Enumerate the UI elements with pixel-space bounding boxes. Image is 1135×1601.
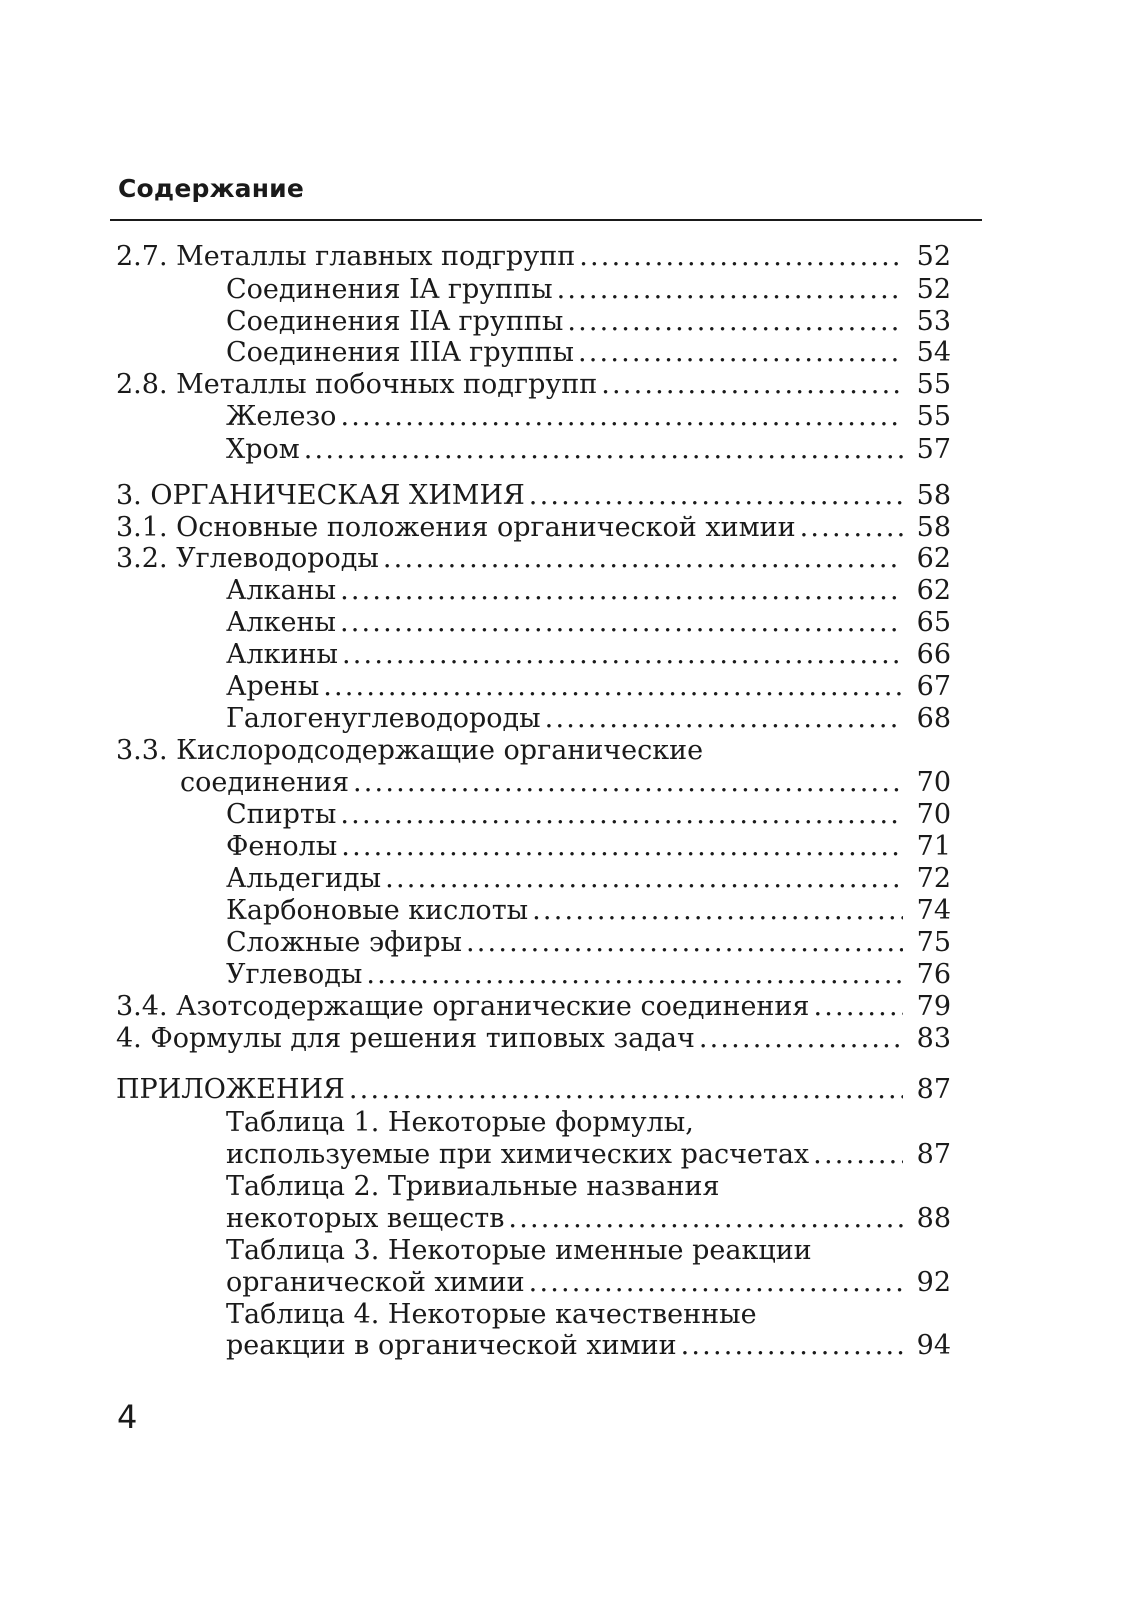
toc-entry-title: Таблица 1. Некоторые формулы,: [226, 1107, 694, 1138]
toc-entry: [226, 274, 951, 306]
toc-entry: [180, 767, 951, 799]
toc-entry-page: 70: [916, 799, 951, 830]
toc-entry-title: 3. ОРГАНИЧЕСКАЯ ХИМИЯ: [116, 480, 525, 511]
toc-entry-title: реакции в органической химии: [226, 1330, 677, 1361]
page-number: 4: [117, 1398, 138, 1436]
toc-entry-title: 4. Формулы для решения типовых задач: [116, 1023, 695, 1054]
toc-entry-title: Углеводы: [226, 959, 363, 990]
toc-entry-title: органической химии: [226, 1267, 525, 1298]
dot-leader: [340, 401, 903, 433]
dot-leader: [353, 767, 903, 799]
toc-entry: [226, 1267, 951, 1299]
toc-entry-title: Соединения IIIA группы: [226, 337, 574, 368]
toc-entry: [226, 575, 951, 607]
toc-entry-title: Соединения IA группы: [226, 274, 553, 305]
dot-leader: [304, 434, 903, 466]
toc-entry-page: 58: [916, 480, 951, 511]
dot-leader: [601, 369, 903, 401]
dot-leader: [532, 895, 903, 927]
toc-entry-title: 3.2. Углеводороды: [116, 543, 379, 574]
dot-leader: [340, 575, 903, 607]
dot-leader: [699, 1023, 903, 1055]
toc-entry-title: Фенолы: [226, 831, 338, 862]
dot-leader: [342, 639, 903, 671]
toc-entry: [226, 1107, 951, 1139]
toc-entry: [116, 1023, 951, 1055]
toc-entry-page: 88: [916, 1203, 951, 1234]
dot-leader: [383, 543, 903, 575]
toc-entry-page: 54: [916, 337, 951, 368]
dot-leader: [529, 480, 903, 512]
dot-leader: [340, 799, 903, 831]
dot-leader: [466, 927, 903, 959]
toc-entry-title: Алкины: [226, 639, 338, 670]
toc-entry-title: Соединения IIA группы: [226, 306, 564, 337]
toc-entry-title: Таблица 4. Некоторые качественные: [226, 1299, 757, 1330]
dot-leader: [567, 306, 903, 338]
dot-leader: [681, 1330, 903, 1362]
toc-entry-page: 70: [916, 767, 951, 798]
toc-entry: [226, 959, 951, 991]
toc-entry: [116, 480, 951, 512]
toc-entry-title: соединения: [180, 767, 349, 798]
running-head: Содержание: [118, 174, 305, 203]
toc-entry: [226, 927, 951, 959]
toc-entry-page: 67: [916, 671, 951, 702]
toc-entry-title: 3.3. Кислородсодержащие органические: [116, 735, 704, 766]
toc-entry-title: Таблица 3. Некоторые именные реакции: [226, 1235, 812, 1266]
toc-entry-title: Железо: [226, 401, 337, 432]
dot-leader: [579, 241, 903, 273]
toc-entry-page: 87: [916, 1139, 951, 1170]
toc-entry: [226, 1139, 951, 1171]
toc-entry: [226, 1299, 951, 1331]
toc-entry-page: 71: [916, 831, 951, 862]
dot-leader: [366, 959, 903, 991]
toc-entry-title: Сложные эфиры: [226, 927, 462, 958]
toc-entry-page: 62: [916, 575, 951, 606]
toc-entry-title: 2.8. Металлы побочных подгрупп: [116, 369, 598, 400]
dot-leader: [323, 671, 903, 703]
toc-entry: [226, 337, 951, 369]
dot-leader: [545, 703, 903, 735]
toc-entry-title: Алканы: [226, 575, 337, 606]
toc-entry-page: 92: [916, 1267, 951, 1298]
toc-entry: [116, 991, 951, 1023]
toc-entry: [226, 401, 951, 433]
toc-entry-page: 66: [916, 639, 951, 670]
toc-entry: [226, 703, 951, 735]
toc-entry-title: Альдегиды: [226, 863, 382, 894]
toc-entry: [226, 434, 951, 466]
toc-entry: [116, 512, 951, 544]
toc-entry-title: 3.1. Основные положения органической химии: [116, 512, 796, 543]
toc-entry-page: 79: [916, 991, 951, 1022]
toc-entry: [226, 306, 951, 338]
toc-entry: [116, 241, 951, 273]
toc-entry-title: ПРИЛОЖЕНИЯ: [116, 1074, 345, 1105]
toc-entry-page: 52: [916, 274, 951, 305]
toc-entry: [116, 369, 951, 401]
toc-entry-page: 68: [916, 703, 951, 734]
toc-entry-page: 62: [916, 543, 951, 574]
toc-entry: [116, 1074, 951, 1106]
toc-entry-title: Арены: [226, 671, 320, 702]
dot-leader: [508, 1203, 903, 1235]
toc-entry: [226, 671, 951, 703]
toc-entry: [116, 735, 951, 767]
toc-entry-title: используемые при химических расчетах: [226, 1139, 810, 1170]
toc-entry-page: 72: [916, 863, 951, 894]
toc-entry-page: 53: [916, 306, 951, 337]
toc-entry: [226, 863, 951, 895]
dot-leader: [385, 863, 903, 895]
toc-entry: [226, 799, 951, 831]
toc-entry: [226, 1171, 951, 1203]
dot-leader: [341, 831, 903, 863]
toc-entry: [226, 1203, 951, 1235]
toc-entry-page: 58: [916, 512, 951, 543]
dot-leader: [340, 607, 903, 639]
toc-entry-page: 55: [916, 401, 951, 432]
toc-entry-title: 2.7. Металлы главных подгрупп: [116, 241, 576, 272]
toc-entry-page: 94: [916, 1330, 951, 1361]
toc-entry-page: 74: [916, 895, 951, 926]
dot-leader: [349, 1074, 903, 1106]
toc-entry-title: некоторых веществ: [226, 1203, 505, 1234]
dot-leader: [813, 1139, 903, 1171]
toc-entry-page: 75: [916, 927, 951, 958]
dot-leader: [813, 991, 903, 1023]
dot-leader: [578, 337, 903, 369]
toc-entry: [226, 1330, 951, 1362]
toc-entry: [226, 607, 951, 639]
dot-leader: [557, 274, 903, 306]
toc-entry: [226, 639, 951, 671]
toc-entry-title: Спирты: [226, 799, 337, 830]
dot-leader: [529, 1267, 903, 1299]
toc-entry-page: 76: [916, 959, 951, 990]
toc-entry: [226, 1235, 951, 1267]
toc-entry-page: 65: [916, 607, 951, 638]
dot-leader: [800, 512, 903, 544]
toc-entry-page: 83: [916, 1023, 951, 1054]
toc-entry: [226, 831, 951, 863]
toc-entry-title: Хром: [226, 434, 300, 465]
toc-entry-page: 52: [916, 241, 951, 272]
toc-entry-page: 55: [916, 369, 951, 400]
toc-entry-title: Таблица 2. Тривиальные названия: [226, 1171, 720, 1202]
toc-entry: [116, 543, 951, 575]
toc-entry-page: 87: [916, 1074, 951, 1105]
toc-entry-page: 57: [916, 434, 951, 465]
toc-entry: [226, 895, 951, 927]
toc-entry-title: Карбоновые кислоты: [226, 895, 529, 926]
toc-entry-title: 3.4. Азотсодержащие органические соединения: [116, 991, 810, 1022]
toc-entry-title: Галогенуглеводороды: [226, 703, 541, 734]
toc-entry-title: Алкены: [226, 607, 336, 638]
